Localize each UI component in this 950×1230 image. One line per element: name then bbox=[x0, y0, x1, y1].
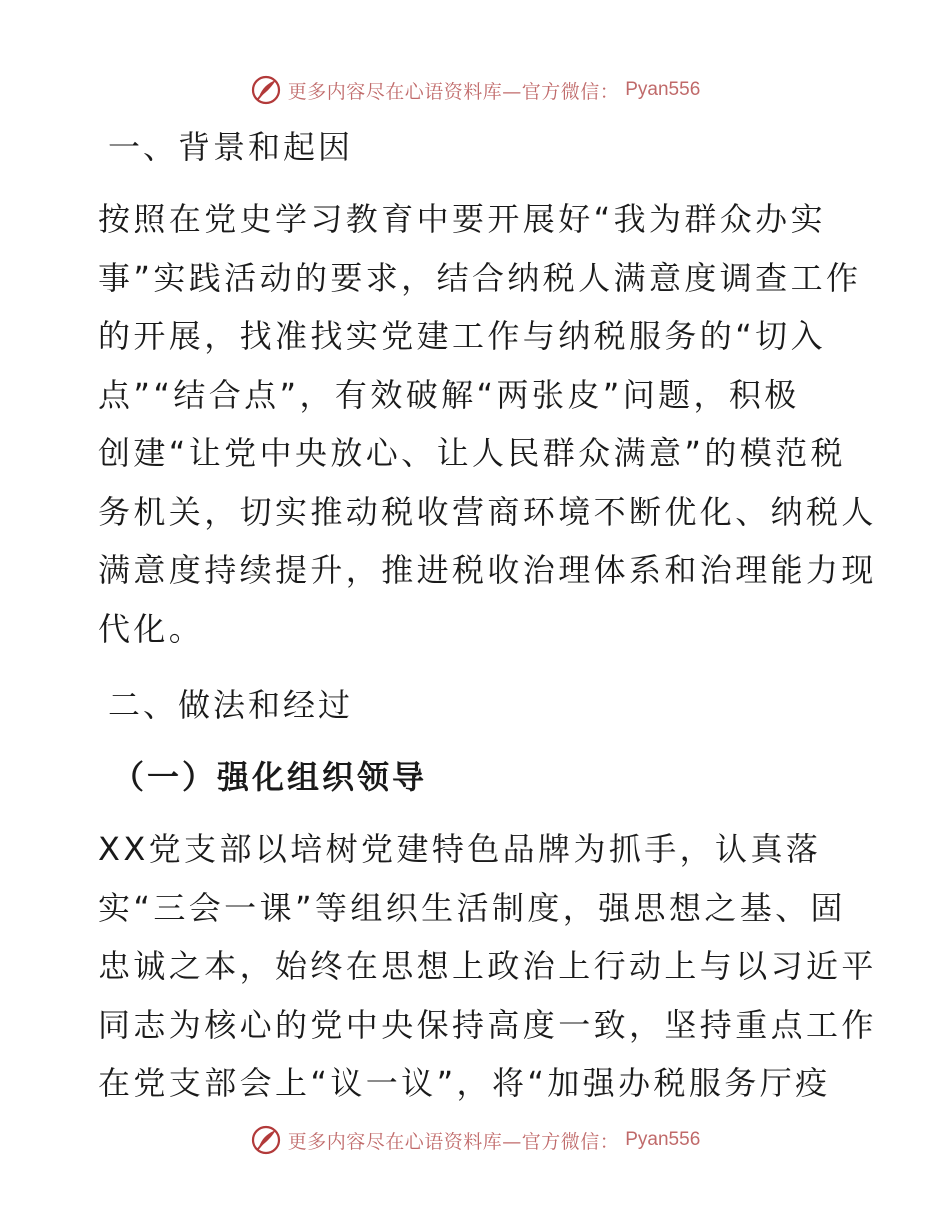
watermark-footer bbox=[0, 1120, 950, 1160]
watermark-text: 更多内容尽在心语资料库—官方微信： bbox=[287, 1130, 620, 1153]
paragraph-organization bbox=[98, 820, 877, 1113]
paragraph-line: 事”实践活动的要求，结合纳税人满意度调查工作 bbox=[98, 258, 862, 297]
section-title-background: 一、背景和起因 bbox=[108, 128, 354, 166]
paragraph-line: 满意度持续提升，推进税收治理体系和治理能力现 bbox=[98, 551, 877, 589]
paragraph-line: 的开展，找准找实党建工作与纳税服务的“切入 bbox=[98, 317, 826, 355]
document-body bbox=[98, 118, 877, 1113]
paragraph-line: 创建“让党中央放心、让人民群众满意”的模范税 bbox=[98, 434, 846, 472]
watermark-wechat-id: Pyan556 bbox=[625, 79, 701, 100]
watermark-wechat-id: Pyan556 bbox=[625, 1129, 701, 1150]
subsection-title-organization: （一）强化组织领导 bbox=[112, 758, 428, 796]
paragraph-line: 实“三会一课”等组织生活制度，强思想之基、固 bbox=[98, 888, 846, 927]
paragraph-line: 代化。 bbox=[98, 609, 205, 648]
section-title-methods: 二、做法和经过 bbox=[108, 686, 354, 724]
paragraph-line: 忠诚之本，始终在思想上政治上行动上与以习近平 bbox=[98, 947, 877, 985]
feather-pen-logo-icon bbox=[250, 1124, 282, 1156]
paragraph-line: XX党支部以培树党建特色品牌为抓手，认真落 bbox=[98, 830, 822, 868]
feather-pen-logo-icon bbox=[250, 74, 282, 106]
paragraph-line: 同志为核心的党中央保持高度一致，坚持重点工作 bbox=[98, 1005, 877, 1044]
paragraph-line: 在党支部会上“议一议”，将“加强办税服务厅疫 bbox=[98, 1064, 831, 1102]
paragraph-line: 务机关，切实推动税收营商环境不断优化、纳税人 bbox=[98, 492, 877, 531]
paragraph-line: 按照在党史学习教育中要开展好“我为群众办实 bbox=[98, 200, 826, 238]
paragraph-line: 点”“结合点”，有效破解“两张皮”问题，积极 bbox=[98, 375, 800, 414]
watermark-text: 更多内容尽在心语资料库—官方微信： bbox=[287, 80, 620, 103]
watermark-header bbox=[0, 70, 950, 110]
paragraph-background bbox=[98, 190, 877, 658]
